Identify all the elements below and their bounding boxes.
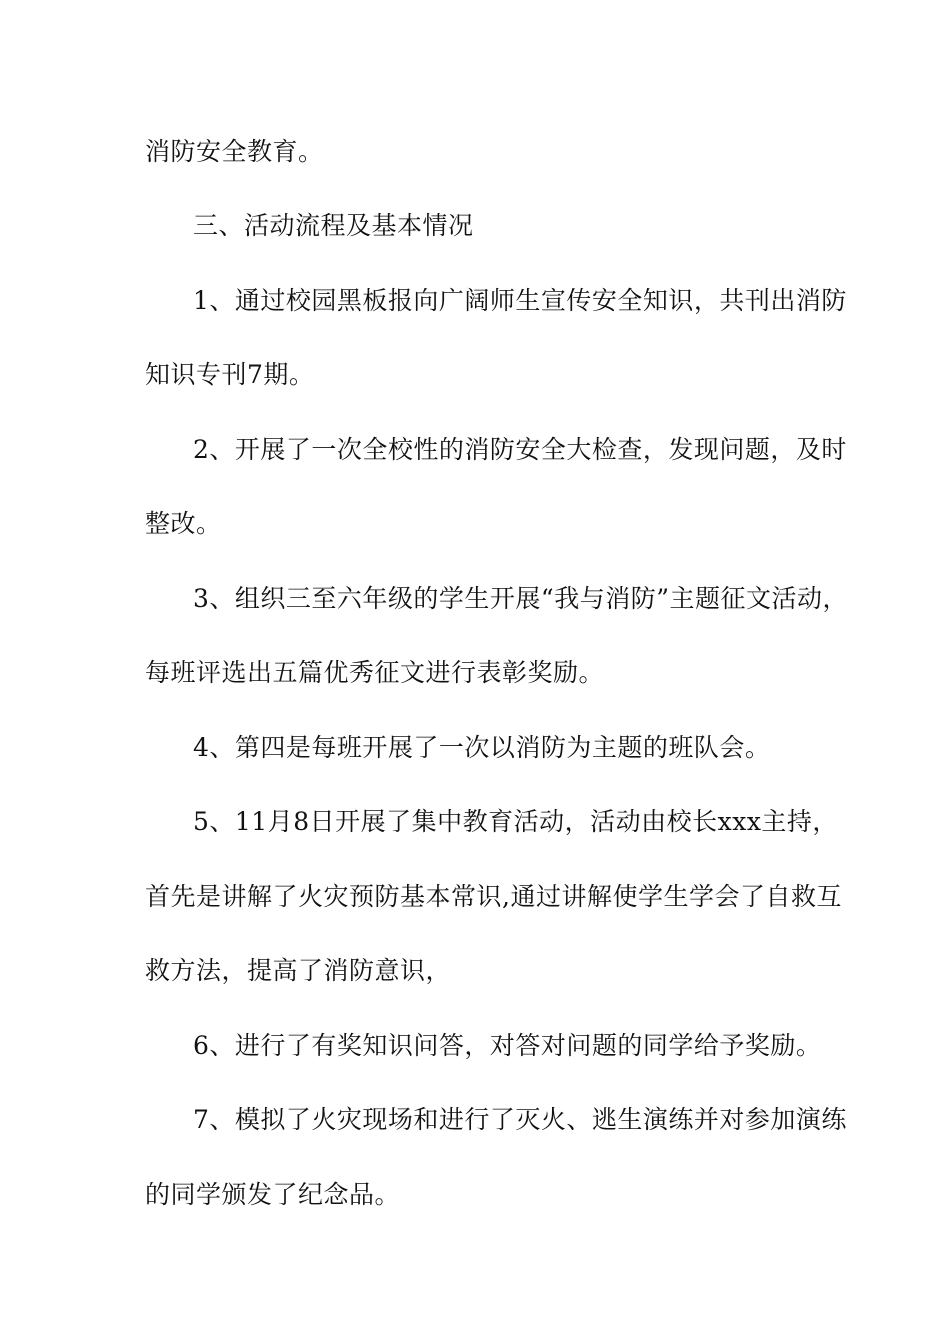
- text-line: 6、进行了有奖知识问答，对答对问题的同学给予奖励。: [193, 1031, 822, 1060]
- section-heading: 三、活动流程及基本情况: [193, 211, 474, 240]
- text-line: 消防安全教育。: [145, 137, 324, 166]
- text-line: 知识专刊7期。: [145, 360, 315, 389]
- text-line: 7、模拟了火灾现场和进行了灭火、逃生演练并对参加演练: [193, 1105, 847, 1134]
- text-line: 4、第四是每班开展了一次以消防为主题的班队会。: [193, 733, 771, 762]
- text-line: 首先是讲解了火灾预防基本常识,通过讲解使学生学会了自救互: [145, 882, 842, 911]
- text-line: 每班评选出五篇优秀征文进行表彰奖励。: [145, 658, 605, 687]
- text-line: 的同学颁发了纪念品。: [145, 1180, 401, 1209]
- text-line: 2、开展了一次全校性的消防安全大检查，发现问题，及时: [193, 435, 847, 464]
- text-line: 3、组织三至六年级的学生开展“我与消防”主题征文活动，: [193, 584, 848, 613]
- text-line: 救方法，提高了消防意识，: [145, 956, 452, 985]
- text-line: 1、通过校园黑板报向广阔师生宣传安全知识，共刊出消防: [193, 286, 847, 315]
- text-line: 整改。: [145, 509, 222, 538]
- text-line: 5、11月8日开展了集中教育活动，活动由校长xxx主持，: [193, 807, 838, 836]
